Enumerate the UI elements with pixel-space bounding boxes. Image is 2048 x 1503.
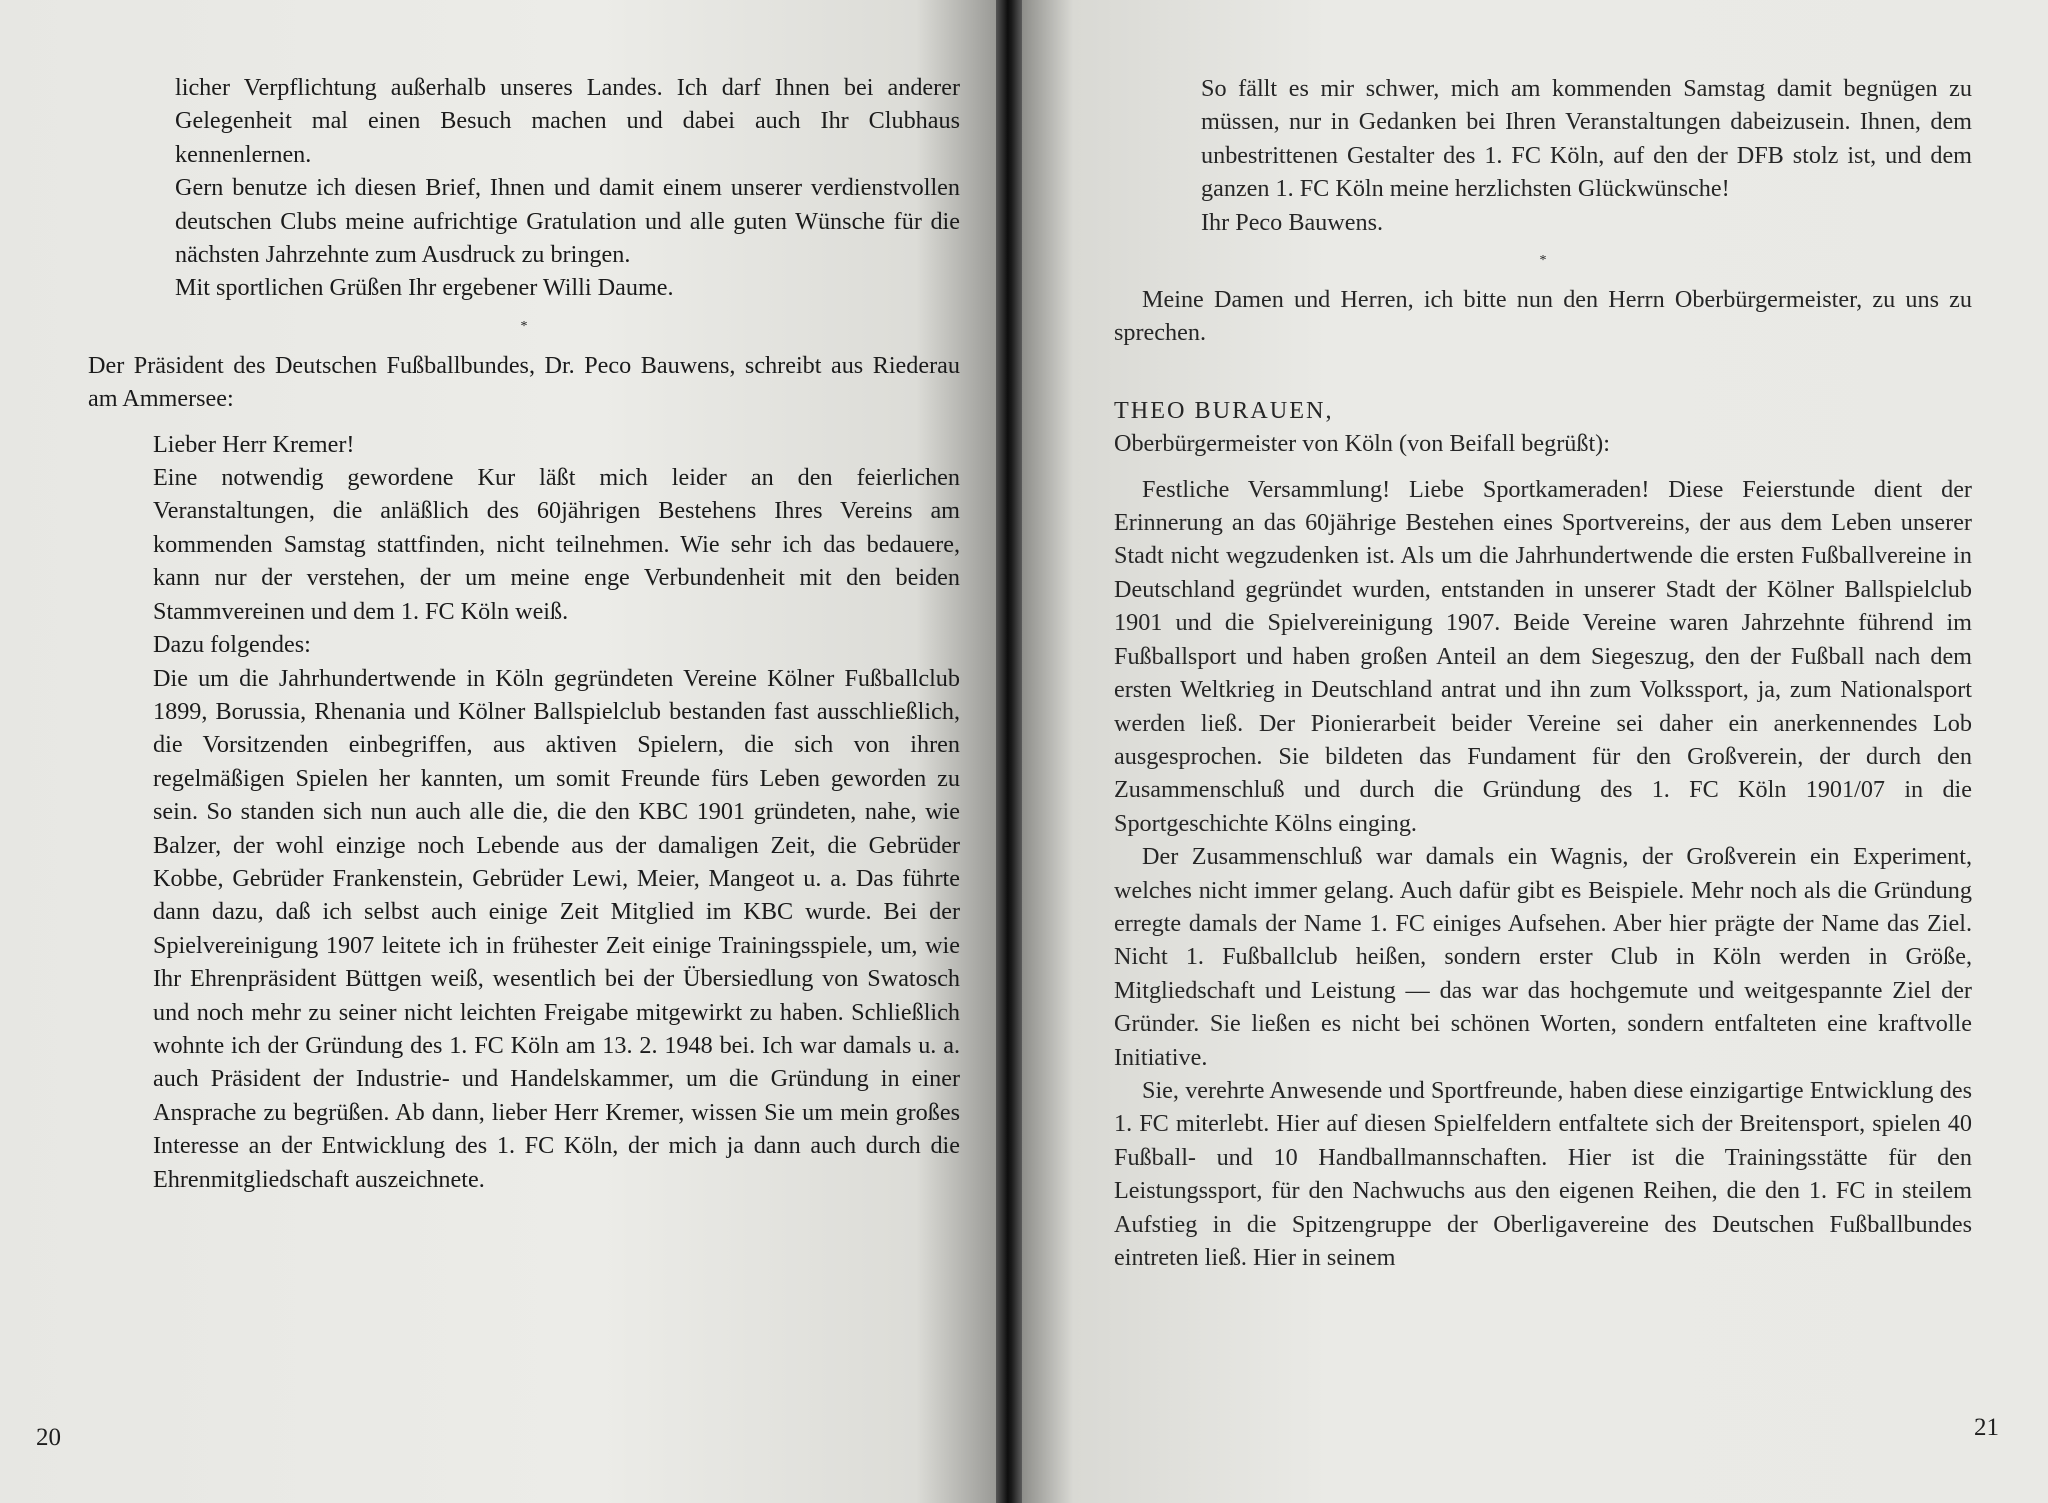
announcement-paragraph: Meine Damen und Herren, ich bitte nun den Herrn Oberbürgermeister, zu uns zu sprechen. [1114,286,1972,347]
letter-paragraph: Gern benutze ich diesen Brief, Ihnen und damit einem unserer verdienstvollen deutschen Clubs meine aufrichtige Gratulation und alle guten Wünsche für die nächsten Jahrzehnte zum Ausdruck zu bringen. [175,174,960,269]
section-separator: * [1539,253,1547,269]
letter-paragraph: So fällt es mir schwer, mich am kommenden Samstag damit begnügen zu müssen, nur in Gedanken bei Ihren Veranstaltungen dabeizusein. Ihnen, dem unbestrittenen Gestalter des 1. FC Köln, auf den der DFB stolz ist, und dem ganzen 1. FC Köln meine herzlichsten Glückwünsche! [1201,75,1972,203]
letter-paragraph: licher Verpflichtung außerhalb unseres Landes. Ich darf Ihnen bei anderer Gelegenheit mal einen Besuch machen und dabei auch Ihr Clubhaus kennenlernen. [175,74,960,168]
letter-close [1114,72,1972,239]
letter-subheading: Dazu folgendes: [153,631,311,659]
speech-paragraph: Festliche Versammlung! Liebe Sportkameraden! Diese Feierstunde dient der Erinnerung an das 60jährige Bestehen eines Sportvereins, der aus dem Leben unserer Stadt nicht wegzudenken ist. Als um die Jahrhundertwende die ersten Fußballvereine in Deutschland gegründet wurden, entstanden in unserer Stadt der Kölner Ballspielclub 1901 und die Spielvereinigung 1907. Beide Vereine waren Jahrzehnte führend im Fußballsport und haben großen Anteil an dem Siegeszug, den der Fußball nach dem ersten Weltkrieg in Deutschland antrat und ihn zum Volkssport, ja, zum Nationalsport werden ließ. Der Pionierarbeit beider Vereine sei daher ein anerkennendes Lob ausgesprochen. Sie bildeten das Fundament für den Großverein, der durch den Zusammenschluß und durch die Gründung des 1. FC Köln 1901/07 in die Sportgeschichte Kölns einging. [1114,475,1972,837]
page-number: 20 [36,1424,61,1451]
speaker-role: Oberbürgermeister von Köln (von Beifall begrüßt): [1114,430,1610,458]
speech-paragraph: Sie, verehrte Anwesende und Sportfreunde, haben diese einzigartige Entwicklung des 1. FC miterlebt. Hier auf diesen Spielfeldern entfaltete sich der Breitensport, spielen 40 Fußball- und 10 Handballmannschaften. Hier ist die Trainingsstätte für den Leistungssport, für den Nachwuchs aus den eigenen Reihen, die den 1. FC in steilem Aufstieg in die Spitzengruppe der Oberligavereine des Deutschen Fußballbundes eintreten ließ. Hier in seinem [1114,1076,1972,1271]
speech-paragraph: Der Zusammenschluß war damals ein Wagnis, der Großverein ein Experiment, welches nicht immer gelang. Auch dafür gibt es Beispiele. Mehr noch als die Gründung erregte damals der Name 1. FC einiges Aufsehen. Aber hier prägte der Name das Ziel. Nicht 1. Fußballclub heißen, sondern erster Club in Köln werden in Größe, Mitgliedschaft und Leistung — das war das hochgemute und weitgespannte Ziel der Gründer. Sie ließen es nicht bei schönen Worten, sondern entfalteten eine kraftvolle Initiative. [1114,843,1972,1071]
page-number: 21 [1974,1414,1999,1441]
letter-paragraph: Eine notwendig gewordene Kur läßt mich leider an den feierlichen Veranstaltungen, die anläßlich des 60jährigen Bestehens Ihres Vereins am kommenden Samstag stattfinden, nicht teilnehmen. Wie sehr ich das bedauere, kann nur der verstehen, der um meine enge Verbundenheit mit den beiden Stammvereinen und dem 1. FC Köln weiß. [153,464,960,625]
letter-salutation: Lieber Herr Kremer! [153,430,355,458]
bauwens-letter [88,428,960,1196]
left-page-text [88,71,960,1196]
letter-paragraph: Die um die Jahrhundertwende in Köln gegründeten Vereine Kölner Fußballclub 1899, Borussia, Rhenania und Kölner Ballspielclub bestanden fast ausschließlich, die Vorsitzenden einbegriffen, aus aktiven Spielern, die sich von ihren regelmäßigen Spielen her kannten, um somit Freunde fürs Leben geworden zu sein. So standen sich nun auch alle die, die den KBC 1901 gründeten, nahe, wie Balzer, der wohl einzige noch Lebende aus der damaligen Zeit, die Gebrüder Kobbe, Gebrüder Frankenstein, Gebrüder Lewi, Meier, Mangeot u. a. Das führte dann dazu, daß ich selbst auch einige Zeit Mitglied im KBC wurde. Bei der Spielvereinigung 1907 leitete ich in frühester Zeit einige Trainingsspiele, um, wie Ihr Ehrenpräsident Büttgen weiß, wesentlich bei der Übersiedlung von Swatosch und noch mehr zu seiner nicht leichten Freigabe mitgewirkt zu haben. Schließlich wohnte ich der Gründung des 1. FC Köln am 13. 2. 1948 bei. Ich war damals u. a. auch Präsident der Industrie- und Handelskammer, um die Gründung in einer Ansprache zu begrüßen. Ab dann, lieber Herr Kremer, wissen Sie um mein großes Interesse an der Entwicklung des 1. FC Köln, der mich ja dann auch durch die Ehrenmitgliedschaft auszeichnete. [153,664,960,1193]
book-gutter [996,0,1022,1503]
right-page-text [1114,72,1972,1274]
intro-paragraph: Der Präsident des Deutschen Fußballbundes, Dr. Peco Bauwens, schreibt aus Riederau am Ammersee: [88,351,960,413]
section-separator: * [520,318,528,334]
speaker-name: THEO BURAUEN, [1114,396,1334,424]
letter-ending [88,71,960,305]
letter-signoff: Mit sportlichen Grüßen Ihr ergebener Willi Daume. [175,274,674,302]
right-page [1022,0,2048,1503]
left-page [0,0,996,1503]
letter-signature: Ihr Peco Bauwens. [1201,208,1384,236]
